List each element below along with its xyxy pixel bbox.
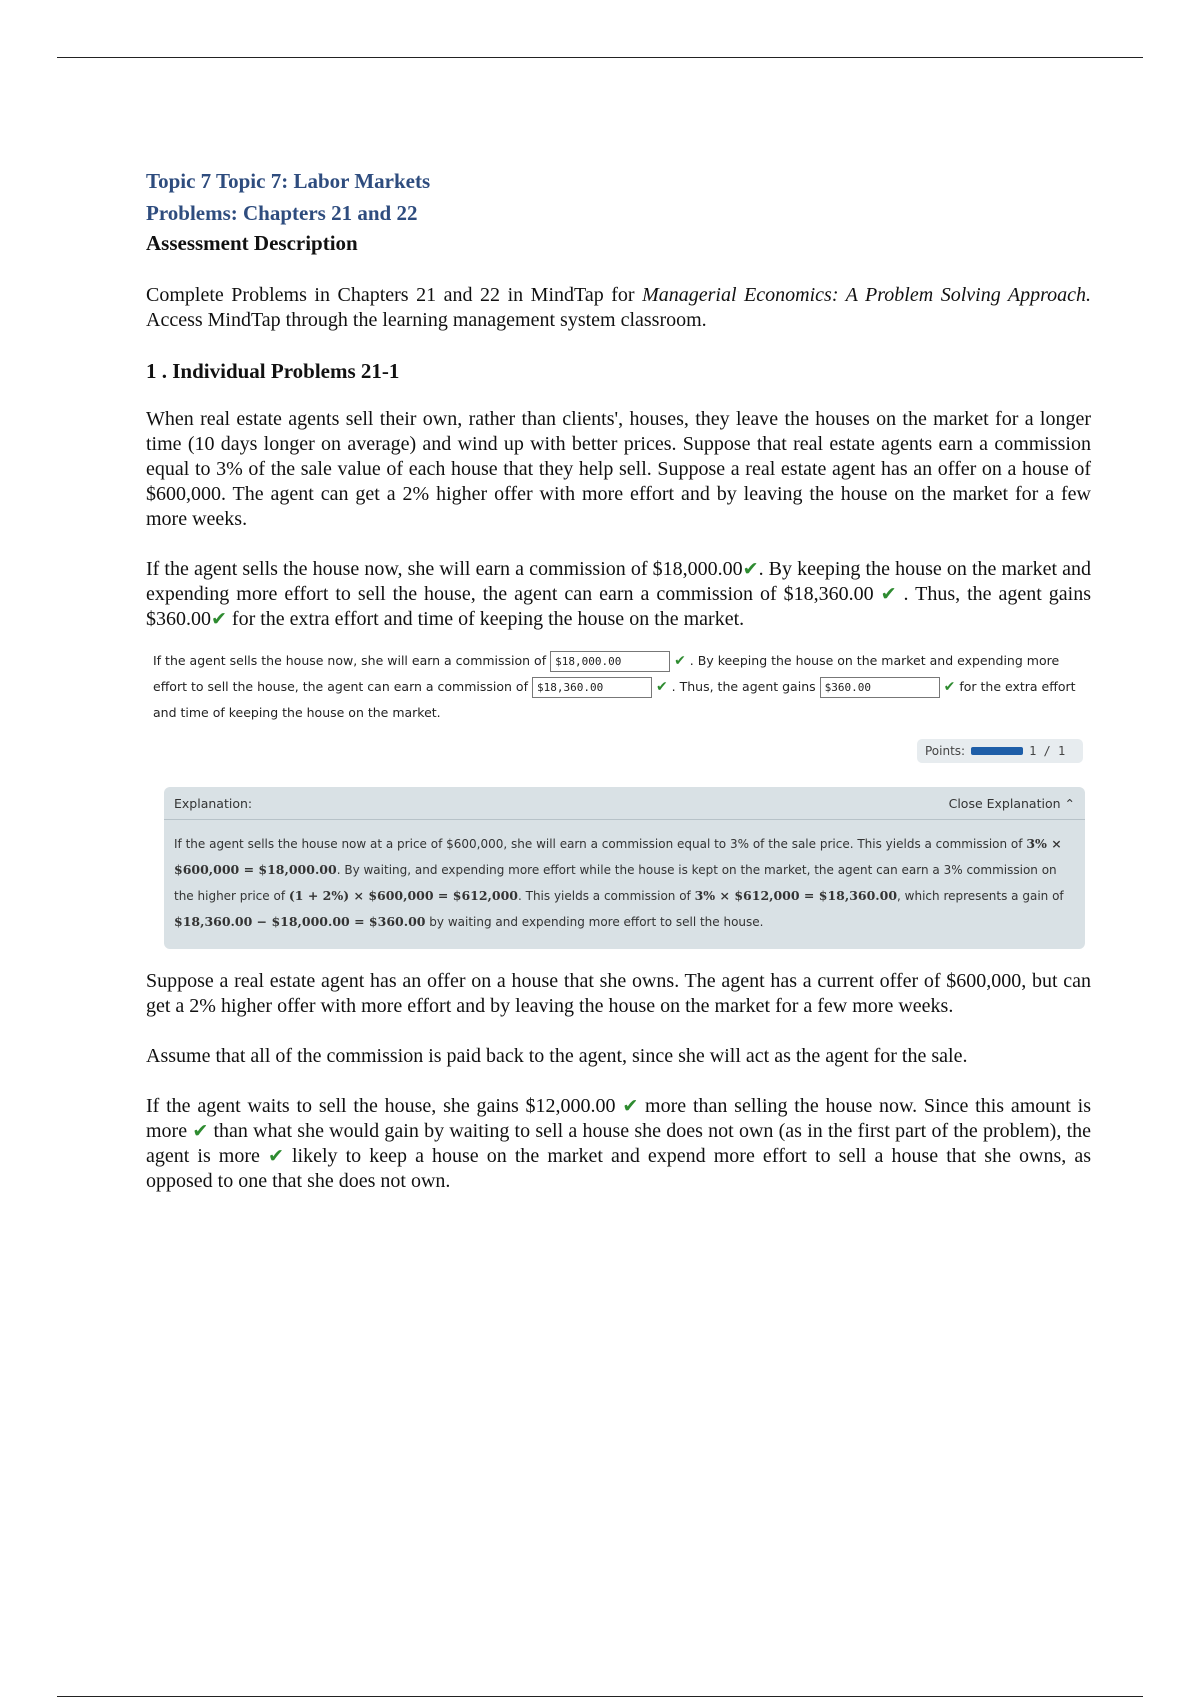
check-icon: ✔ bbox=[880, 583, 897, 605]
explanation-text: If the agent sells the house now at a price of $600,000, she will earn a commission equal to 3% of the sale price. This yields a commission of 3% × $600,000 = $18,000.00. By waiting, and expending more effort while the house is kept on the market, the agent can earn a 3% commission on the higher price of (1 + 2%) × $600,000 = $612,000. This yields a commission of 3% × $612,000 = $18,360.00, which represents a gain of $18,360.00 − $18,000.00 = $360.00 by waiting and expending more effort to sell the house. bbox=[174, 836, 1064, 929]
check-icon: ✔ bbox=[211, 608, 227, 630]
book-title: Managerial Economics: A Problem Solving Approach. bbox=[642, 284, 1091, 306]
points-progress-bar bbox=[971, 747, 1023, 755]
points-indicator bbox=[917, 739, 1083, 763]
check-icon: ✔ bbox=[742, 558, 759, 580]
mindtap-question: If the agent sells the house now, she will earn a commission of $18,000.00 ✔ . By keeping the house on the market and expending more effort to sell the house, the agent can earn a commission of $18,360.00 ✔ . Thus, the agent gains $360.00 ✔ for the extra effort and time of keeping the house on the market. bbox=[153, 653, 1076, 720]
bottom-rule bbox=[57, 1696, 1143, 1697]
points-value: 1 / 1 bbox=[1029, 744, 1066, 758]
problems-title: Problems: Chapters 21 and 22 bbox=[146, 201, 418, 225]
intro-paragraph: Complete Problems in Chapters 21 and 22 in MindTap for Managerial Economics: A Problem Solving Approach. Access MindTap through the learning management system classroom. bbox=[146, 284, 1091, 331]
formula: 3% × $612,000 = $18,360.00 bbox=[694, 888, 898, 903]
formula: 3% × $600,000 = $18,000.00 bbox=[174, 836, 1062, 877]
check-icon: ✔ bbox=[674, 653, 686, 669]
chevron-up-icon: ⌃ bbox=[1064, 795, 1075, 811]
gain-input[interactable]: $360.00 bbox=[820, 677, 940, 698]
commission-later-input[interactable]: $18,360.00 bbox=[532, 677, 652, 698]
check-icon: ✔ bbox=[622, 1095, 639, 1117]
check-icon: ✔ bbox=[943, 679, 956, 695]
part2-answer-paragraph: If the agent waits to sell the house, she gains $12,000.00 ✔ more than selling the house now. Since this amount is more ✔ than what she would gain by waiting to sell a house she does not own (as in the first part of the problem), the agent is more ✔ likely to keep a house on the market and expend more effort to sell a house that she owns, as opposed to one that she does not own. bbox=[146, 1095, 1092, 1192]
explanation-panel bbox=[164, 787, 1085, 949]
topic-title: Topic 7 Topic 7: Labor Markets bbox=[146, 169, 431, 193]
points-row bbox=[146, 737, 1091, 767]
formula: (1 + 2%) × $600,000 = $612,000 bbox=[288, 888, 518, 903]
assumption-paragraph: Assume that all of the commission is paid back to the agent, since she will act as the agent for the sale. bbox=[146, 1045, 968, 1067]
close-explanation-button[interactable]: Close Explanation ⌃ bbox=[948, 795, 1075, 811]
check-icon: ✔ bbox=[655, 679, 668, 695]
top-rule bbox=[57, 57, 1143, 58]
check-icon: ✔ bbox=[267, 1145, 284, 1167]
scenario-paragraph: When real estate agents sell their own, rather than clients', houses, they leave the houses on the market for a longer time (10 days longer on average) and wind up with better prices. Suppose that real estate agents earn a commission equal to 3% of the sale value of each house that they help sell. Suppose a real estate agent has an offer on a house of $600,000. The agent can get a 2% higher offer with more effort and by leaving the house on the market for a few more weeks. bbox=[146, 408, 1091, 530]
explanation-label: Explanation: bbox=[174, 795, 253, 811]
document-content bbox=[146, 165, 1091, 1194]
part2-paragraph: Suppose a real estate agent has an offer on a house that she owns. The agent has a current offer of $600,000, but can get a 2% higher offer with more effort and by leaving the house on the market for a few more weeks. bbox=[146, 970, 1091, 1017]
formula: $18,360.00 − $18,000.00 = $360.00 bbox=[174, 914, 426, 929]
answer-paragraph: If the agent sells the house now, she will earn a commission of $18,000.00✔. By keeping the house on the market and expending more effort to sell the house, the agent can earn a commission of $18,360.00 ✔ . Thus, the agent gains $360.00✔ for the extra effort and time of keeping the house on the market. bbox=[146, 558, 1091, 630]
assessment-description-heading: Assessment Description bbox=[146, 231, 358, 255]
explanation-header bbox=[164, 787, 1085, 820]
check-icon: ✔ bbox=[192, 1120, 209, 1142]
commission-now-input[interactable]: $18,000.00 bbox=[550, 651, 670, 672]
problem-heading: 1 . Individual Problems 21-1 bbox=[146, 359, 400, 383]
points-label: Points: bbox=[925, 744, 966, 758]
